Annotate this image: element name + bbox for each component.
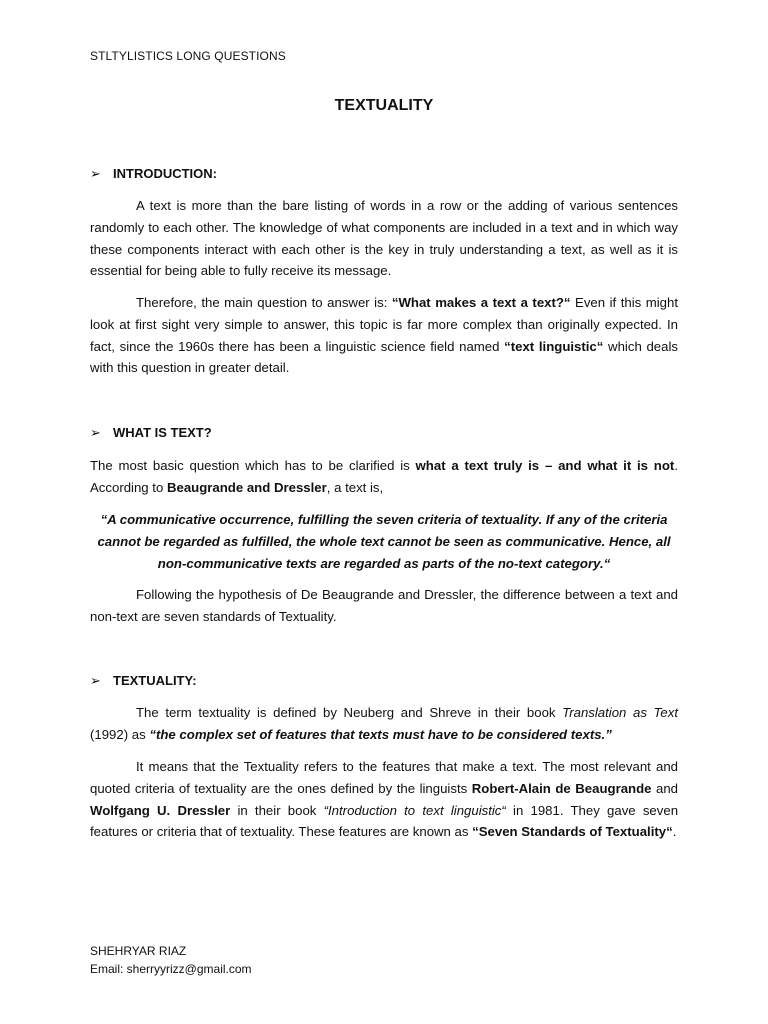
section-heading-introduction — [90, 163, 217, 185]
page-title: TEXTUALITY — [334, 97, 434, 114]
textuality-paragraph-2 — [90, 756, 678, 843]
definition-quote: “the complex set of features that texts must have to be considered texts.” — [149, 726, 612, 742]
textuality-paragraph-1 — [90, 702, 678, 746]
text-run: . — [672, 824, 677, 840]
text-run: . According to — [90, 458, 678, 495]
what-is-text-paragraph-2: Following the hypothesis of De Beaugrande and Dressler, the difference between a text and non-text are seven standards of Textuality. — [90, 587, 678, 624]
intro-paragraph-1: A text is more than the bare listing of words in a row or the adding of various sentences randomly to each other. The knowledge of what components are included in a text and in which way these components interact with each other is the key in truly understanding a text, as well as it is essential for being able to fully receive its message. — [90, 198, 678, 279]
text-run: in their book — [230, 802, 324, 818]
bold-authors: Beaugrande and Dressler — [166, 479, 327, 495]
linguist-name: Robert-Alain de Beaugrande — [471, 780, 652, 796]
author-email: Email: sherryyrizz@gmail.com — [90, 962, 252, 976]
text-run: which deals with this question in greater detail. — [90, 338, 678, 376]
intro-paragraph-2 — [90, 292, 678, 379]
section-heading-textuality — [90, 670, 197, 692]
block-quote: “A communicative occurrence, fulfilling the seven criteria of textuality. If any of the criteria cannot be regarded as fulfilled, the whole text cannot be seen as communicative. Hence, all non-communicative texts are regarded as parts of the no-text category.“ — [97, 512, 671, 571]
text-run: It means that the Textuality refers to the features that make a text. The most relevant and quoted criteria of textuality are the ones defined by the linguists — [90, 759, 678, 796]
text-run: and — [651, 780, 679, 796]
page-header: STLTYLISTICS LONG QUESTIONS — [90, 49, 286, 63]
linguist-name: Wolfgang U. Dressler — [90, 802, 231, 818]
section-heading-what-is-text — [90, 422, 212, 444]
book-title: “Introduction to text linguistic“ — [323, 802, 506, 818]
bold-term: “text linguistic“ — [504, 338, 604, 354]
what-is-text-paragraph-1 — [90, 455, 678, 499]
arrowhead-bullet-icon: ➢ — [90, 673, 101, 688]
bold-question: “What makes a text a text?“ — [391, 295, 571, 310]
text-run: The term textuality is defined by Neuberg and Shreve in their book — [136, 705, 563, 720]
text-run: , a text is, — [326, 479, 384, 495]
bold-term: “Seven Standards of Textuality“ — [472, 824, 673, 840]
text-run: Even if this might look at first sight very simple to answer, this topic is far more complex than originally expected. In fact, since the 1960s there has been a linguistic science field named — [90, 295, 678, 354]
arrowhead-bullet-icon: ➢ — [90, 425, 101, 440]
page-footer — [90, 942, 252, 978]
text-run: (1992) as — [90, 726, 150, 742]
text-run: Therefore, the main question to answer is: — [136, 295, 392, 310]
text-run: in 1981. They gave seven features or criteria that of textuality. These features are known as — [90, 802, 679, 840]
bold-phrase: what a text truly is – and what it is not — [415, 458, 675, 473]
heading-label: INTRODUCTION: — [113, 166, 217, 181]
text-run: The most basic question which has to be clarified is — [90, 458, 416, 473]
author-name: SHEHRYAR RIAZ — [90, 944, 187, 958]
heading-label: WHAT IS TEXT? — [113, 425, 212, 440]
arrowhead-bullet-icon: ➢ — [90, 166, 101, 181]
book-title: Translation as Text — [562, 705, 678, 720]
heading-label: TEXTUALITY: — [113, 673, 197, 688]
